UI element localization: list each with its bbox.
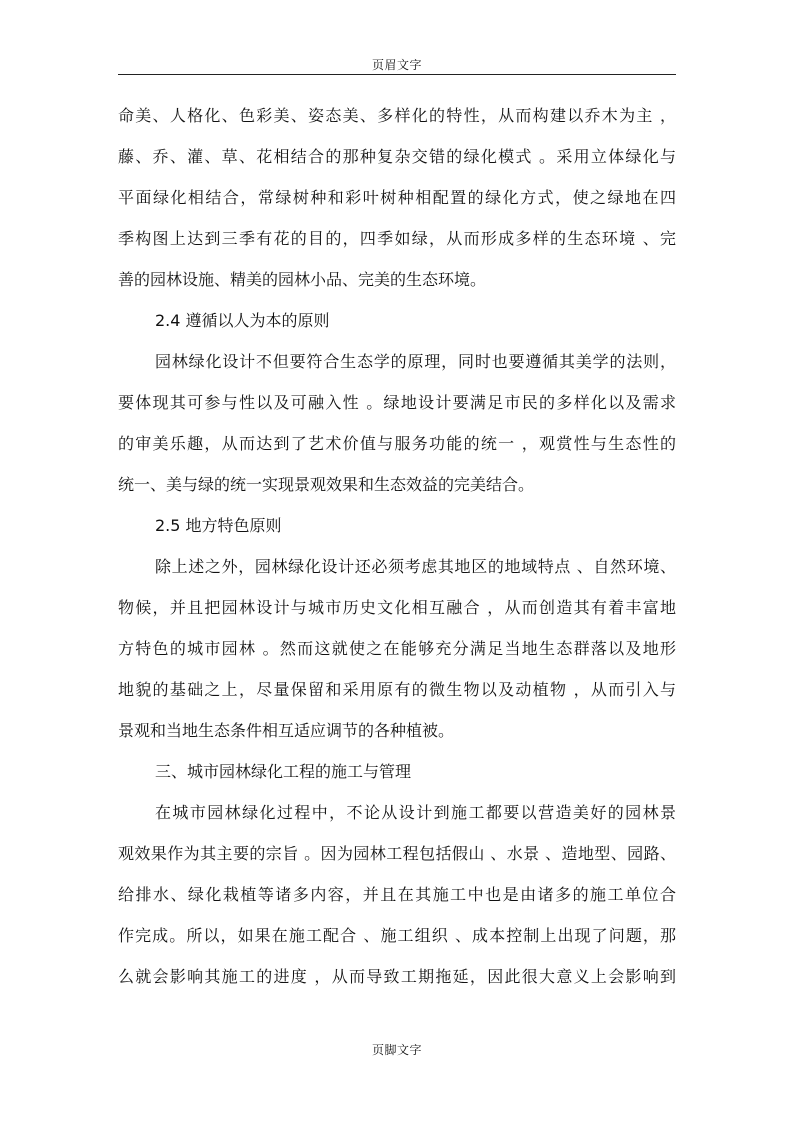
body-line: 平面绿化相结合，常绿树种和彩叶树种相配置的绿化方式，使之绿地在四 bbox=[118, 188, 676, 207]
body-line: 除上述之外，园林绿化设计还必须考虑其地区的地域特点 、自然环境、 bbox=[155, 557, 676, 576]
body-line: 季构图上达到三季有花的目的，四季如绿，从而形成多样的生态环境 、完 bbox=[118, 229, 676, 248]
body-line: 景观和当地生态条件相互适应调节的各种植被。 bbox=[118, 721, 455, 740]
body-line: 要体现其可参与性以及可融入性 。绿地设计要满足市民的多样化以及需求 bbox=[118, 393, 676, 412]
page-footer: 页脚文字 bbox=[371, 1043, 422, 1057]
body-line: 给排水、绿化栽植等诸多内容，并且在其施工中也是由诸多的施工单位合 bbox=[118, 885, 676, 904]
section-heading: 2.4 遵循以人为本的原则 bbox=[155, 311, 330, 330]
body-line: 的审美乐趣，从而达到了艺术价值与服务功能的统一 ，观赏性与生态性的 bbox=[118, 434, 676, 453]
body-line: 物候，并且把园林设计与城市历史文化相互融合 ，从而创造其有着丰富地 bbox=[118, 598, 676, 617]
section-heading: 2.5 地方特色原则 bbox=[155, 516, 282, 535]
body-line: 园林绿化设计不但要符合生态学的原理，同时也要遵循其美学的法则， bbox=[155, 352, 676, 371]
body-line: 作完成。所以，如果在施工配合 、施工组织 、成本控制上出现了问题，那 bbox=[118, 926, 676, 945]
body-line: 善的园林设施、精美的园林小品、完美的生态环境。 bbox=[118, 270, 487, 289]
body-line: 观效果作为其主要的宗旨 。因为园林工程包括假山 、水景 、造地型、园路、 bbox=[118, 844, 676, 863]
header-text: 页眉文字 bbox=[371, 58, 422, 72]
header-divider bbox=[118, 74, 676, 75]
document-body bbox=[118, 100, 676, 1002]
body-line: 统一、美与绿的统一实现景观效果和生态效益的完美结合。 bbox=[118, 475, 535, 494]
body-line: 么就会影响其施工的进度 ，从而导致工期拖延，因此很大意义上会影响到 bbox=[118, 967, 676, 986]
body-line: 在城市园林绿化过程中，不论从设计到施工都要以营造美好的园林景 bbox=[155, 803, 676, 822]
body-line: 方特色的城市园林 。然而这就使之在能够充分满足当地生态群落以及地形 bbox=[118, 639, 676, 658]
body-line: 藤、乔、灌、草、花相结合的那种复杂交错的绿化模式 。采用立体绿化与 bbox=[118, 147, 676, 166]
chapter-heading: 三、城市园林绿化工程的施工与管理 bbox=[155, 762, 412, 781]
body-line: 地貌的基础之上，尽量保留和采用原有的微生物以及动植物 ，从而引入与 bbox=[118, 680, 676, 699]
body-line: 命美、人格化、色彩美、姿态美、多样化的特性，从而构建以乔木为主 ， bbox=[118, 106, 676, 125]
